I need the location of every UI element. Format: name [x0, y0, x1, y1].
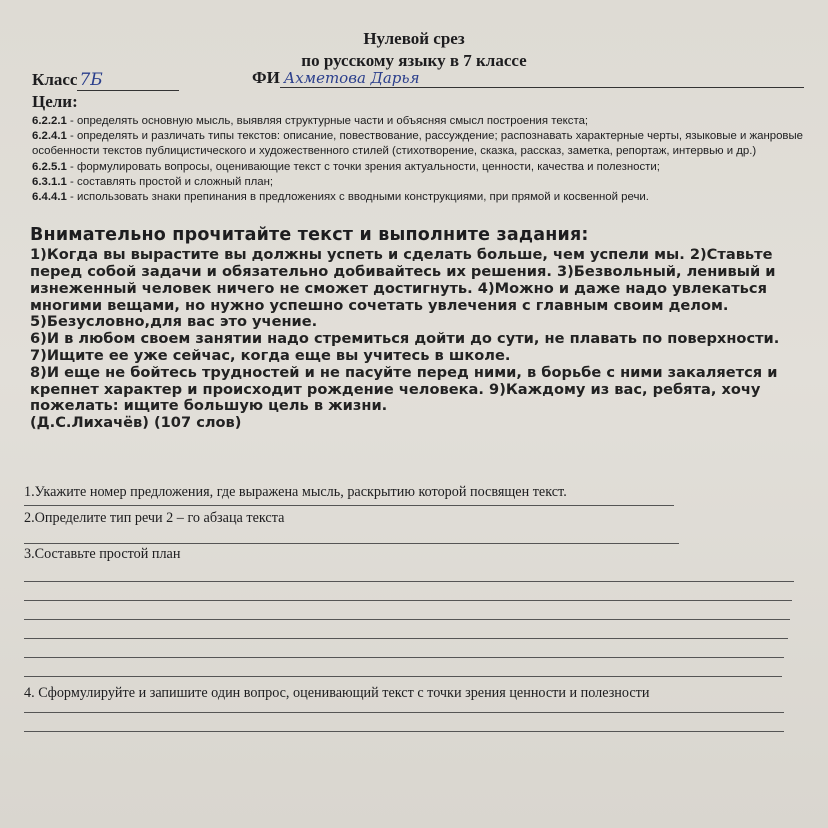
goal-code: 6.2.4.1: [32, 130, 67, 143]
student-info-row: [24, 66, 804, 92]
name-field: [252, 68, 804, 88]
question-4: 4. Сформулируйте и запишите один вопрос, оценивающий текст с точки зрения ценности и полезности: [24, 684, 650, 701]
goals-heading: Цели:: [32, 92, 78, 111]
answer-line-1[interactable]: [24, 505, 674, 506]
title-line-2: по русскому языку в 7 классе: [301, 51, 527, 70]
text-paragraph-2: 6)И в любом своем занятии надо стремиться дойти до сути, не плавать по поверхности. 7)Ищите ее уже сейчас, когда еще вы учитесь в школе.: [30, 330, 780, 364]
q4-answer-line[interactable]: [24, 712, 784, 713]
title-line-1: Нулевой срез: [363, 29, 465, 48]
goal-item: [32, 129, 804, 159]
question-2: 2.Определите тип речи 2 – го абзаца текста: [24, 509, 285, 526]
plan-line[interactable]: [24, 638, 788, 639]
goal-text: - составлять простой и сложный план;: [66, 175, 274, 188]
goal-item: [32, 160, 804, 175]
plan-line[interactable]: [24, 676, 782, 677]
class-label: Класс: [32, 70, 78, 89]
goal-text: - формулировать вопросы, оценивающие текст с точки зрения актуальности, ценности, качества и полезности;: [66, 160, 660, 173]
task-heading: Внимательно прочитайте текст и выполните задания:: [30, 225, 589, 246]
goal-code: 6.2.5.1: [32, 160, 67, 173]
goal-text: - определять и различать типы текстов: описание, повествование, рассуждение; распознавать характерные черты, языковые и жанровые особенности текстов публицистического и художественного стилей (стихотворение, сказка, рассказ, заметка, репортаж, интервью и др.): [32, 130, 803, 158]
plan-line[interactable]: [24, 657, 784, 658]
goal-code: 6.3.1.1: [32, 175, 67, 188]
answer-line-2[interactable]: [24, 543, 679, 544]
goal-text: - определять основную мысль, выявляя структурные части и объясняя смысл построения текста;: [66, 115, 589, 127]
question-3: 3.Составьте простой план: [24, 545, 181, 562]
plan-line[interactable]: [24, 619, 790, 620]
class-value: 7Б: [77, 70, 179, 91]
plan-answer-lines: [24, 581, 804, 677]
class-field: [32, 70, 179, 91]
goal-text: - использовать знаки препинания в предложениях с вводными конструкциями, при прямой и косвенной речи.: [66, 191, 649, 204]
text-source: (Д.С.Лихачёв) (107 слов): [30, 414, 242, 432]
text-paragraph-1: 1)Когда вы вырастите вы должны успеть и сделать больше, чем успели мы. 2)Ставьте перед собой задачи и обязательно добивайтесь их решения. 3)Безвольный, ленивый и изнеженный человек ничего не сможет достигнуть. 4)Можно и даже надо увлекаться многими вещами, но нужно успешно сочетать увлечения с главным своим делом. 5)Безусловно,для вас это учение.: [30, 246, 776, 331]
q4-answer-line[interactable]: [24, 731, 784, 732]
text-paragraph-3: 8)И еще не бойтесь трудностей и не пасуйте перед ними, в борьбе с ними закаляется и крепнет характер и происходит рождение человека. 9)Каждому из вас, ребята, хочу пожелать: ищите большую цель в жизни.: [30, 363, 778, 415]
plan-line[interactable]: [24, 600, 792, 601]
plan-line[interactable]: [24, 581, 794, 582]
worksheet-title: [24, 0, 804, 72]
goal-item: [32, 175, 804, 190]
goal-code: 6.2.2.1: [32, 115, 67, 127]
question-4-answer-lines: [24, 712, 804, 732]
goals-list: [32, 114, 804, 205]
reading-text: [30, 247, 804, 432]
name-label: ФИ: [252, 68, 280, 87]
question-1: 1.Укажите номер предложения, где выражена мысль, раскрытию которой посвящен текст.: [24, 483, 567, 500]
goal-item: [32, 190, 804, 205]
name-value: Ахметова Дарья: [280, 69, 804, 88]
goal-code: 6.4.4.1: [32, 191, 67, 204]
goal-item: [32, 114, 804, 129]
